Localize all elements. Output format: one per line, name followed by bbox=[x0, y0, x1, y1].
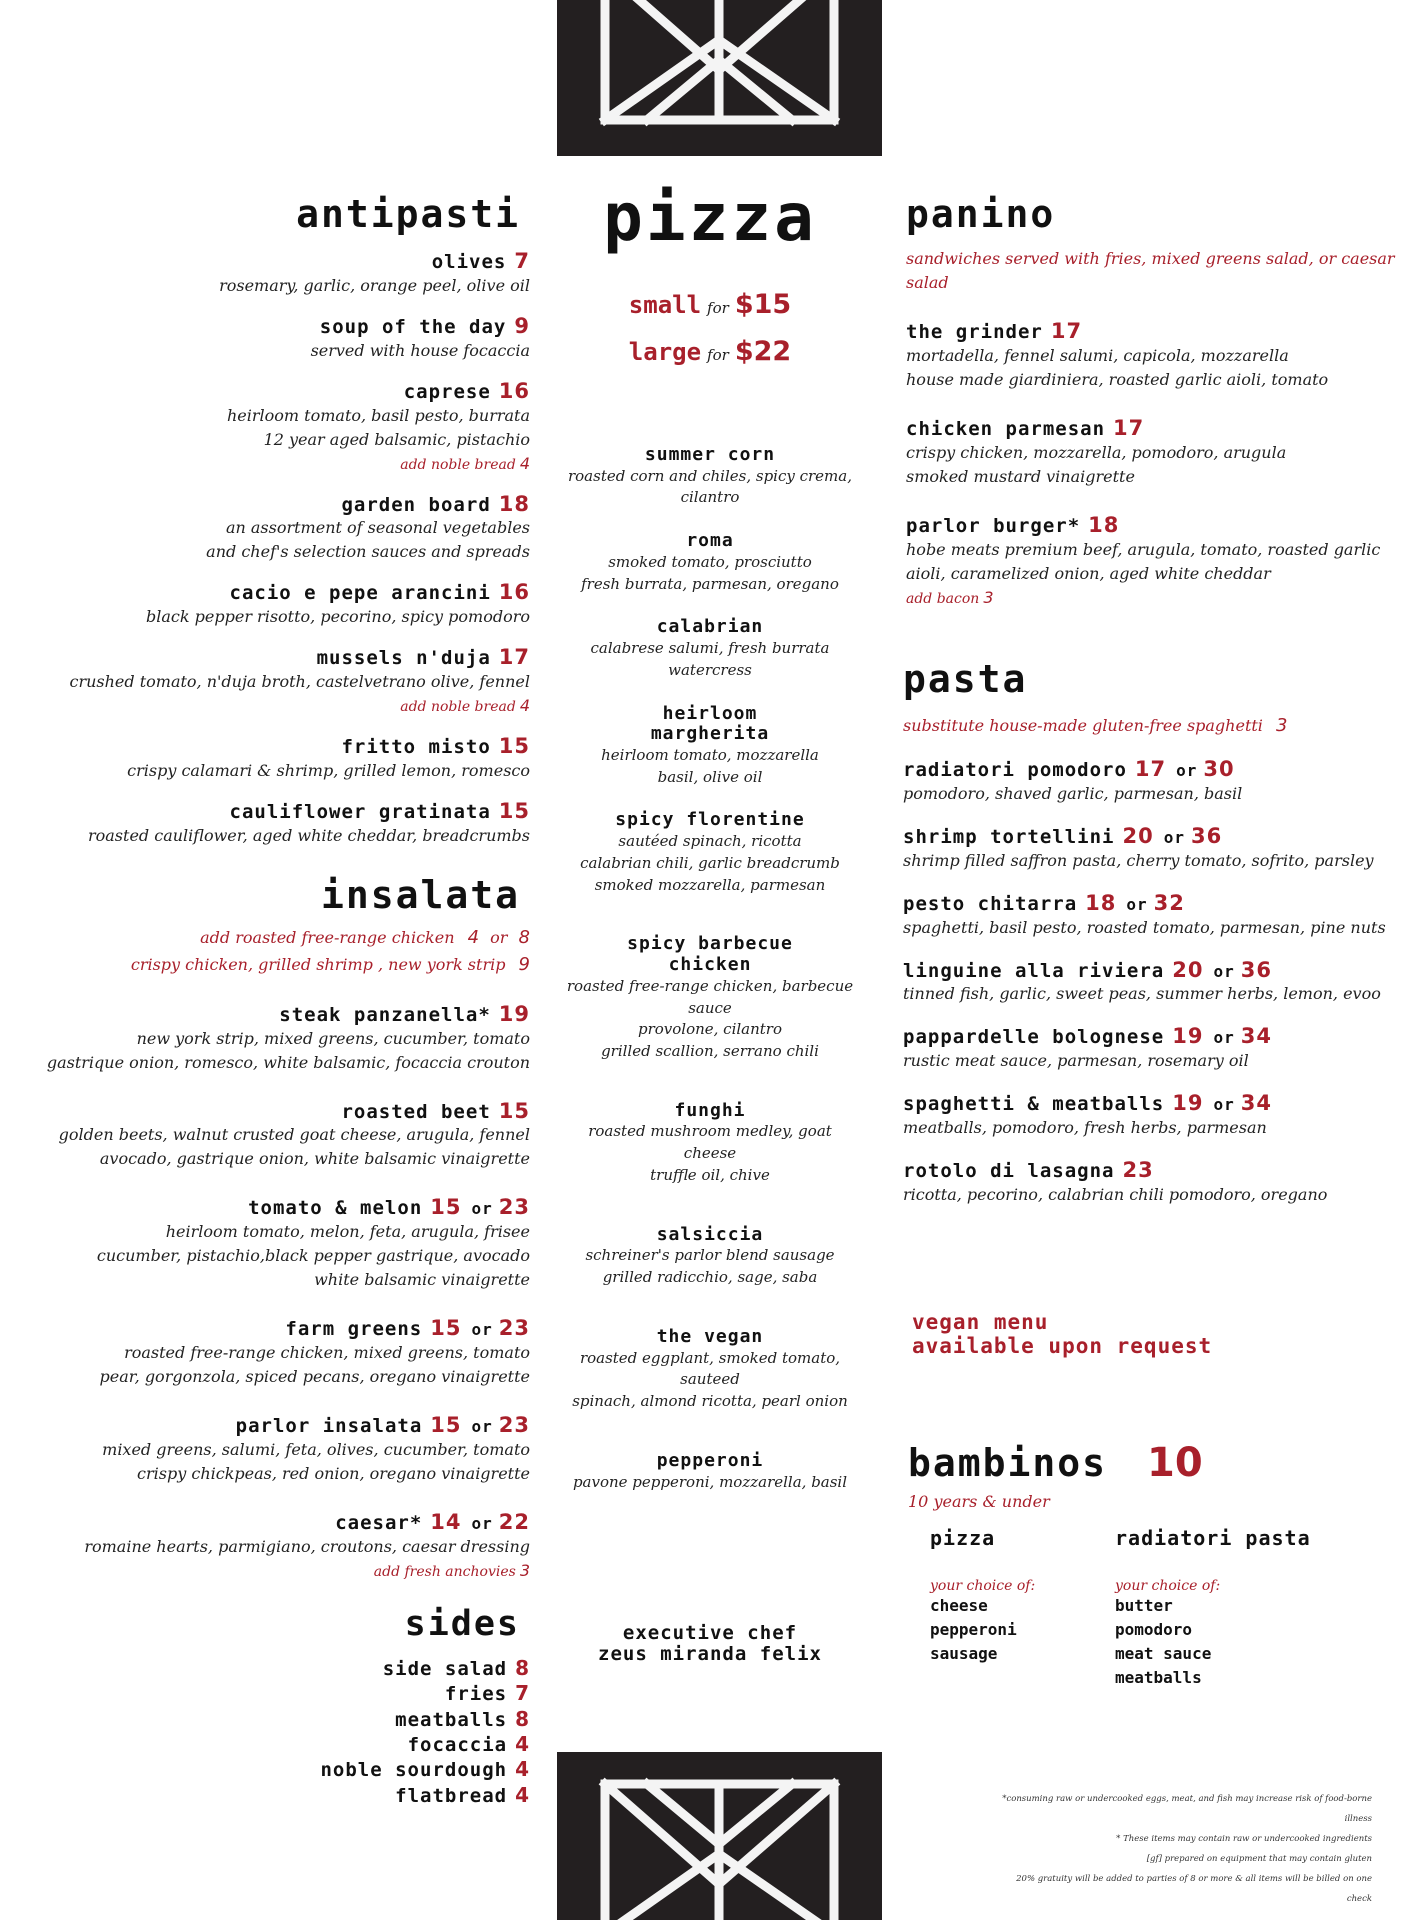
item-description: new york strip, mixed greens, cucumber, tomato bbox=[136, 1028, 530, 1048]
pizza-large-price: large for $22 bbox=[628, 336, 792, 367]
side-item bbox=[40, 1757, 530, 1782]
item-name-text: olives bbox=[431, 251, 507, 273]
item-description: an assortment of seasonal vegetables bbox=[225, 518, 530, 538]
item-name-text: garden board bbox=[341, 493, 491, 516]
item-price: 17 bbox=[1134, 757, 1167, 781]
insalata-add-protein: crispy chicken, grilled shrimp , new york strip 9 bbox=[130, 953, 530, 975]
item-name-text: roasted beet bbox=[341, 1100, 491, 1123]
item-or: or bbox=[1163, 827, 1185, 847]
item-price: 18 bbox=[1088, 512, 1120, 537]
pizza-item bbox=[560, 704, 860, 789]
item-price: 9 bbox=[514, 313, 530, 338]
menu-item bbox=[40, 1413, 530, 1486]
item-price: 15 bbox=[498, 734, 530, 759]
pizza-description: fresh burrata, parmesan, oregano bbox=[581, 574, 839, 593]
item-name bbox=[40, 1510, 530, 1535]
bambinos-pasta-options bbox=[1115, 1594, 1311, 1690]
item-name bbox=[903, 1158, 1393, 1183]
pizza-item bbox=[560, 1451, 860, 1493]
item-name bbox=[903, 757, 1393, 782]
item-description: romaine hearts, parmigiano, croutons, caesar dressing bbox=[84, 1536, 530, 1556]
pizza-name: margherita bbox=[650, 723, 770, 745]
menu-item bbox=[40, 580, 530, 629]
item-description: pear, gorgonzola, spiced pecans, oregano vinaigrette bbox=[99, 1367, 530, 1387]
pizza-description: cilantro bbox=[680, 488, 740, 507]
pizza-name: calabrian bbox=[656, 616, 764, 638]
menu-item bbox=[903, 891, 1393, 940]
pizza-description: smoked tomato, prosciutto bbox=[608, 552, 812, 571]
item-name bbox=[906, 416, 1396, 441]
item-addon bbox=[40, 1559, 530, 1583]
item-description: pomodoro, shaved garlic, parmesan, basil bbox=[903, 783, 1243, 803]
pizza-description: spinach, almond ricotta, pearl onion bbox=[572, 1392, 848, 1411]
item-addon-text: add noble bread bbox=[400, 456, 516, 473]
item-price: 7 bbox=[514, 249, 530, 273]
item-description: tinned fish, garlic, sweet peas, summer herbs, lemon, evoo bbox=[903, 984, 1381, 1004]
menu-item bbox=[906, 513, 1396, 610]
pasta-section bbox=[903, 657, 1393, 1207]
pizza-description: basil, olive oil bbox=[657, 767, 763, 786]
item-price: 15 bbox=[498, 1098, 530, 1123]
panino-section bbox=[906, 192, 1396, 610]
pasta-subtitle: substitute house-made gluten-free spaghetti 3 bbox=[903, 715, 1288, 736]
item-addon-text: add fresh anchovies bbox=[373, 1563, 516, 1580]
pizza-description: calabrian chili, garlic breadcrumb bbox=[580, 853, 840, 872]
item-name bbox=[40, 1413, 530, 1438]
item-or: or bbox=[1126, 894, 1148, 914]
side-item-name: focaccia bbox=[407, 1733, 508, 1756]
item-or: or bbox=[1213, 1028, 1235, 1048]
item-addon bbox=[40, 452, 530, 476]
panino-title: panino bbox=[906, 192, 1056, 236]
pizza-description: roasted free-range chicken, barbecue sauce bbox=[566, 976, 854, 1017]
side-item bbox=[40, 1656, 530, 1681]
item-name-text: the grinder bbox=[906, 321, 1043, 343]
item-addon bbox=[906, 586, 1396, 610]
menu-item bbox=[903, 1158, 1393, 1207]
item-or: or bbox=[471, 1199, 493, 1219]
item-description: cucumber, pistachio,black pepper gastrique, avocado bbox=[96, 1246, 530, 1266]
item-description: crispy chicken, mozzarella, pomodoro, arugula bbox=[906, 442, 1287, 462]
item-name bbox=[40, 1099, 530, 1124]
side-item-name: flatbread bbox=[395, 1784, 508, 1807]
bambinos-pizza: pizza your choice of: cheese pepperoni sausage bbox=[908, 1526, 1115, 1690]
item-name bbox=[40, 645, 530, 670]
panino-list bbox=[906, 319, 1396, 610]
side-item bbox=[40, 1732, 530, 1757]
pizza-item bbox=[560, 531, 860, 595]
item-description: roasted free-range chicken, mixed greens, tomato bbox=[124, 1343, 530, 1363]
pizza-name: roma bbox=[686, 530, 734, 552]
item-price: 17 bbox=[498, 645, 530, 670]
footnote-line: [gf] prepared on equipment that may contain gluten bbox=[1146, 1853, 1372, 1864]
item-price-large: 36 bbox=[1240, 957, 1272, 982]
insalata-list bbox=[40, 1002, 530, 1583]
item-addon-text: add bacon bbox=[906, 590, 980, 607]
item-addon-price: 4 bbox=[519, 453, 530, 473]
item-or: or bbox=[471, 1513, 493, 1533]
item-description: smoked mustard vinaigrette bbox=[906, 466, 1135, 486]
menu-item bbox=[903, 757, 1393, 806]
pizza-description: provolone, cilantro bbox=[637, 1020, 783, 1039]
item-name-text: parlor insalata bbox=[235, 1415, 423, 1438]
item-name bbox=[903, 891, 1393, 916]
item-name bbox=[903, 824, 1393, 849]
item-description: ricotta, pecorino, calabrian chili pomodoro, oregano bbox=[903, 1184, 1328, 1204]
item-description: mixed greens, salumi, feta, olives, cucumber, tomato bbox=[102, 1439, 530, 1459]
item-description: roasted cauliflower, aged white cheddar, breadcrumbs bbox=[87, 825, 530, 845]
menu-item bbox=[40, 645, 530, 718]
pizza-name: the vegan bbox=[656, 1325, 764, 1347]
item-name-text: caesar* bbox=[335, 1511, 423, 1534]
top-logo bbox=[557, 0, 882, 156]
side-item-price: 4 bbox=[515, 1731, 530, 1756]
side-item-price: 4 bbox=[515, 1757, 530, 1782]
item-name bbox=[40, 580, 530, 605]
panino-subtitle: sandwiches served with fries, mixed greens salad, or caesar salad bbox=[906, 249, 1395, 292]
item-description: crushed tomato, n'duja broth, castelvetrano olive, fennel bbox=[69, 672, 530, 692]
item-name bbox=[40, 734, 530, 759]
item-price-large: 32 bbox=[1153, 890, 1185, 915]
item-name-text: pesto chitarra bbox=[903, 892, 1078, 915]
item-price: 19 bbox=[498, 1001, 530, 1026]
menu-item bbox=[40, 1099, 530, 1172]
pizza-description: roasted corn and chiles, spicy crema, bbox=[567, 466, 852, 485]
item-or: or bbox=[1213, 961, 1235, 981]
item-price: 15 bbox=[498, 798, 530, 823]
menu-item bbox=[40, 1510, 530, 1583]
item-name bbox=[903, 1024, 1393, 1049]
item-name bbox=[40, 314, 530, 339]
insalata-add-chicken: add roasted free-range chicken 4 or 8 bbox=[200, 926, 530, 948]
pizza-description: pavone pepperoni, mozzarella, basil bbox=[572, 1472, 848, 1491]
item-name-text: linguine alla riviera bbox=[903, 959, 1165, 982]
menu-item bbox=[40, 1316, 530, 1389]
item-price-large: 23 bbox=[498, 1195, 530, 1220]
pizza-description: grilled radicchio, sage, saba bbox=[602, 1268, 818, 1287]
item-name-text: soup of the day bbox=[319, 315, 507, 338]
item-name bbox=[40, 1316, 530, 1341]
item-description: aioli, caramelized onion, aged white cheddar bbox=[906, 563, 1271, 583]
item-price: 15 bbox=[430, 1316, 462, 1341]
item-addon-price: 4 bbox=[519, 696, 530, 716]
menu-item bbox=[903, 1091, 1393, 1140]
item-name bbox=[40, 1195, 530, 1220]
antipasti-list bbox=[40, 249, 530, 848]
pizza-item bbox=[560, 1225, 860, 1289]
pizza-description: grilled scallion, serrano chili bbox=[601, 1042, 819, 1060]
item-description: heirloom tomato, melon, feta, arugula, frisee bbox=[165, 1222, 530, 1242]
menu-item bbox=[906, 319, 1396, 392]
bambinos-subtitle: 10 years & under bbox=[908, 1492, 1050, 1511]
pizza-sizes bbox=[560, 291, 860, 365]
side-item bbox=[40, 1707, 530, 1732]
footnotes bbox=[1000, 1790, 1372, 1910]
star-logo-icon bbox=[557, 1752, 882, 1920]
pizza-small-price: small for $15 bbox=[628, 289, 792, 320]
bambinos-option: butter bbox=[1115, 1596, 1173, 1615]
pizza-name: salsiccia bbox=[656, 1223, 764, 1245]
pizza-description: roasted eggplant, smoked tomato, sauteed bbox=[579, 1348, 841, 1389]
footnote-line: *consuming raw or undercooked eggs, meat, and fish may increase risk of food-borne illness bbox=[1002, 1794, 1372, 1824]
pizza-item bbox=[560, 934, 860, 1062]
item-name-text: tomato & melon bbox=[248, 1197, 423, 1220]
bambinos-section bbox=[908, 1440, 1388, 1690]
item-name-text: caprese bbox=[403, 380, 491, 403]
pizza-list bbox=[560, 445, 860, 1493]
menu-item bbox=[40, 492, 530, 565]
item-name-text: pappardelle bolognese bbox=[903, 1026, 1165, 1049]
star-logo-icon bbox=[557, 0, 882, 156]
side-item-price: 8 bbox=[515, 1655, 530, 1680]
item-name-text: parlor burger* bbox=[906, 514, 1081, 537]
item-price: 16 bbox=[498, 378, 530, 403]
item-price-large: 34 bbox=[1240, 1024, 1272, 1049]
item-name bbox=[906, 513, 1396, 538]
item-name-text: steak panzanella* bbox=[279, 1003, 491, 1026]
item-description: crispy calamari & shrimp, grilled lemon, romesco bbox=[127, 760, 530, 780]
pizza-item bbox=[560, 1327, 860, 1413]
item-price: 18 bbox=[1085, 890, 1117, 915]
item-description: spaghetti, basil pesto, roasted tomato, parmesan, pine nuts bbox=[903, 917, 1386, 937]
pizza-description: smoked mozzarella, parmesan bbox=[594, 875, 826, 894]
item-name-text: chicken parmesan bbox=[906, 417, 1106, 440]
item-description: crispy chickpeas, red onion, oregano vinaigrette bbox=[137, 1463, 530, 1483]
item-price: 15 bbox=[430, 1413, 462, 1438]
insalata-title: insalata bbox=[320, 872, 520, 917]
item-name bbox=[40, 492, 530, 517]
item-description: hobe meats premium beef, arugula, tomato, roasted garlic bbox=[906, 539, 1381, 559]
item-description: served with house focaccia bbox=[310, 340, 530, 360]
item-description: house made giardiniera, roasted garlic aioli, tomato bbox=[906, 369, 1329, 389]
item-name-text: radiatori pomodoro bbox=[903, 759, 1127, 781]
pizza-name: pepperoni bbox=[656, 1449, 764, 1471]
footnote-line: 20% gratuity will be added to parties of 8 or more & all items will be billed on one check bbox=[1016, 1873, 1372, 1904]
item-name-text: spaghetti & meatballs bbox=[903, 1093, 1165, 1116]
side-item-name: fries bbox=[444, 1683, 508, 1706]
pasta-list bbox=[903, 757, 1393, 1207]
bambinos-price: 10 bbox=[1147, 1440, 1203, 1486]
sides-title: sides bbox=[404, 1603, 520, 1644]
item-price-large: 34 bbox=[1240, 1091, 1272, 1116]
item-name bbox=[40, 799, 530, 824]
item-addon-text: add noble bread bbox=[400, 699, 516, 716]
item-price: 16 bbox=[498, 580, 530, 605]
pizza-description: schreiner's parlor blend sausage bbox=[585, 1246, 835, 1265]
item-name-text: fritto misto bbox=[341, 736, 491, 759]
item-price: 19 bbox=[1172, 1091, 1204, 1116]
item-description: and chef's selection sauces and spreads bbox=[206, 542, 530, 562]
bambinos-option: meat sauce bbox=[1115, 1644, 1212, 1663]
item-addon-price: 3 bbox=[519, 1560, 530, 1580]
menu-item bbox=[40, 314, 530, 363]
pizza-name: summer corn bbox=[644, 444, 776, 465]
menu-item bbox=[40, 379, 530, 476]
item-price-large: 23 bbox=[498, 1316, 530, 1341]
footnote-line: * These items may contain raw or undercooked ingredients bbox=[1116, 1833, 1372, 1844]
pizza-name: chicken bbox=[668, 954, 752, 976]
menu-item bbox=[40, 734, 530, 783]
item-price: 19 bbox=[1172, 1024, 1204, 1049]
bambinos-option: sausage bbox=[930, 1644, 998, 1663]
pizza-name: funghi bbox=[674, 1099, 746, 1121]
item-price-large: 23 bbox=[498, 1413, 530, 1438]
menu-item bbox=[903, 958, 1393, 1007]
item-name bbox=[906, 319, 1396, 344]
bambinos-option: cheese bbox=[930, 1596, 988, 1615]
item-description: heirloom tomato, basil pesto, burrata bbox=[226, 405, 530, 425]
item-price: 14 bbox=[430, 1509, 462, 1534]
item-or: or bbox=[471, 1320, 493, 1340]
bambinos-title: bambinos bbox=[908, 1441, 1108, 1485]
pizza-description: roasted mushroom medley, goat cheese bbox=[588, 1122, 832, 1163]
side-item-price: 4 bbox=[515, 1782, 530, 1807]
item-description: 12 year aged balsamic, pistachio bbox=[263, 429, 530, 449]
left-column bbox=[40, 192, 530, 1808]
item-name bbox=[40, 249, 530, 274]
pizza-item bbox=[560, 617, 860, 681]
pizza-name: heirloom bbox=[662, 702, 758, 724]
pizza-title: pizza bbox=[603, 179, 817, 256]
bambinos-option: meatballs bbox=[1115, 1668, 1202, 1687]
item-price: 18 bbox=[498, 491, 530, 516]
item-price: 15 bbox=[430, 1195, 462, 1220]
item-description: meatballs, pomodoro, fresh herbs, parmesan bbox=[903, 1118, 1267, 1138]
menu-item bbox=[40, 1002, 530, 1075]
pizza-description: heirloom tomato, mozzarella bbox=[601, 745, 819, 764]
executive-chef: executive chef zeus miranda felix bbox=[598, 1622, 822, 1665]
bambinos-option: pomodoro bbox=[1115, 1620, 1193, 1639]
item-description: white balsamic vinaigrette bbox=[314, 1270, 530, 1290]
side-item-price: 7 bbox=[515, 1681, 530, 1706]
side-item-name: meatballs bbox=[395, 1708, 508, 1731]
item-description: gastrique onion, romesco, white balsamic, focaccia crouton bbox=[46, 1052, 530, 1072]
item-price-large: 30 bbox=[1203, 757, 1235, 781]
menu-item bbox=[40, 1195, 530, 1292]
item-name-text: farm greens bbox=[285, 1318, 423, 1341]
item-name bbox=[40, 1002, 530, 1027]
item-name-text: cauliflower gratinata bbox=[229, 800, 491, 823]
menu-item bbox=[903, 824, 1393, 873]
item-name-text: rotolo di lasagna bbox=[903, 1160, 1115, 1183]
menu-item bbox=[906, 416, 1396, 489]
item-name bbox=[903, 958, 1393, 983]
item-description: rustic meat sauce, parmesan, rosemary oil bbox=[903, 1051, 1249, 1071]
side-item-price: 8 bbox=[515, 1706, 530, 1731]
item-description: mortadella, fennel salumi, capicola, mozzarella bbox=[906, 345, 1289, 365]
bambinos-pasta: radiatori pasta your choice of: butter pomodoro meat sauce meatballs bbox=[1115, 1526, 1311, 1690]
item-price-large: 36 bbox=[1190, 823, 1223, 848]
item-price: 23 bbox=[1122, 1158, 1154, 1183]
side-item bbox=[40, 1681, 530, 1706]
side-item bbox=[40, 1783, 530, 1808]
pizza-item bbox=[560, 445, 860, 509]
pizza-description: watercress bbox=[668, 660, 752, 679]
item-name bbox=[903, 1091, 1393, 1116]
menu-item bbox=[903, 1024, 1393, 1073]
item-name-text: mussels n'duja bbox=[316, 647, 491, 670]
item-price: 20 bbox=[1122, 823, 1154, 848]
item-or: or bbox=[1213, 1095, 1235, 1115]
pizza-item bbox=[560, 810, 860, 896]
menu-item bbox=[40, 249, 530, 298]
item-description: avocado, gastrique onion, white balsamic vinaigrette bbox=[99, 1149, 530, 1169]
item-description: rosemary, garlic, orange peel, olive oil bbox=[219, 275, 530, 295]
pizza-description: sautéed spinach, ricotta bbox=[618, 832, 802, 851]
item-price: 17 bbox=[1050, 319, 1083, 343]
item-addon-price: 3 bbox=[983, 587, 994, 607]
item-name bbox=[40, 379, 530, 404]
pizza-description: calabrese salumi, fresh burrata bbox=[590, 639, 830, 658]
side-item-name: noble sourdough bbox=[320, 1759, 508, 1782]
item-description: black pepper risotto, pecorino, spicy pomodoro bbox=[146, 607, 530, 627]
item-description: shrimp filled saffron pasta, cherry tomato, sofrito, parsley bbox=[903, 850, 1374, 870]
item-price-large: 22 bbox=[498, 1509, 530, 1534]
item-name-text: cacio e pepe arancini bbox=[229, 582, 491, 605]
item-price: 20 bbox=[1172, 957, 1204, 982]
pizza-name: spicy barbecue bbox=[627, 933, 793, 955]
middle-column bbox=[560, 179, 860, 1493]
pizza-item bbox=[560, 1101, 860, 1187]
vegan-menu-note: vegan menu available upon request bbox=[912, 1310, 1213, 1359]
antipasti-title: antipasti bbox=[296, 192, 520, 236]
item-name-text: shrimp tortellini bbox=[903, 825, 1115, 848]
item-or: or bbox=[1176, 761, 1198, 780]
menu-item bbox=[40, 799, 530, 848]
item-description: golden beets, walnut crusted goat cheese, arugula, fennel bbox=[58, 1125, 530, 1145]
sides-list bbox=[40, 1656, 530, 1808]
bambinos-option: pepperoni bbox=[930, 1620, 1017, 1639]
item-or: or bbox=[471, 1417, 493, 1437]
item-addon bbox=[40, 694, 530, 718]
pizza-name: spicy florentine bbox=[615, 809, 805, 831]
pizza-description: truffle oil, chive bbox=[650, 1165, 770, 1184]
bambinos-pizza-options bbox=[930, 1594, 1115, 1666]
item-price: 17 bbox=[1113, 415, 1145, 440]
bottom-logo bbox=[557, 1752, 882, 1920]
pasta-title: pasta bbox=[903, 657, 1028, 701]
side-item-name: side salad bbox=[382, 1657, 508, 1680]
